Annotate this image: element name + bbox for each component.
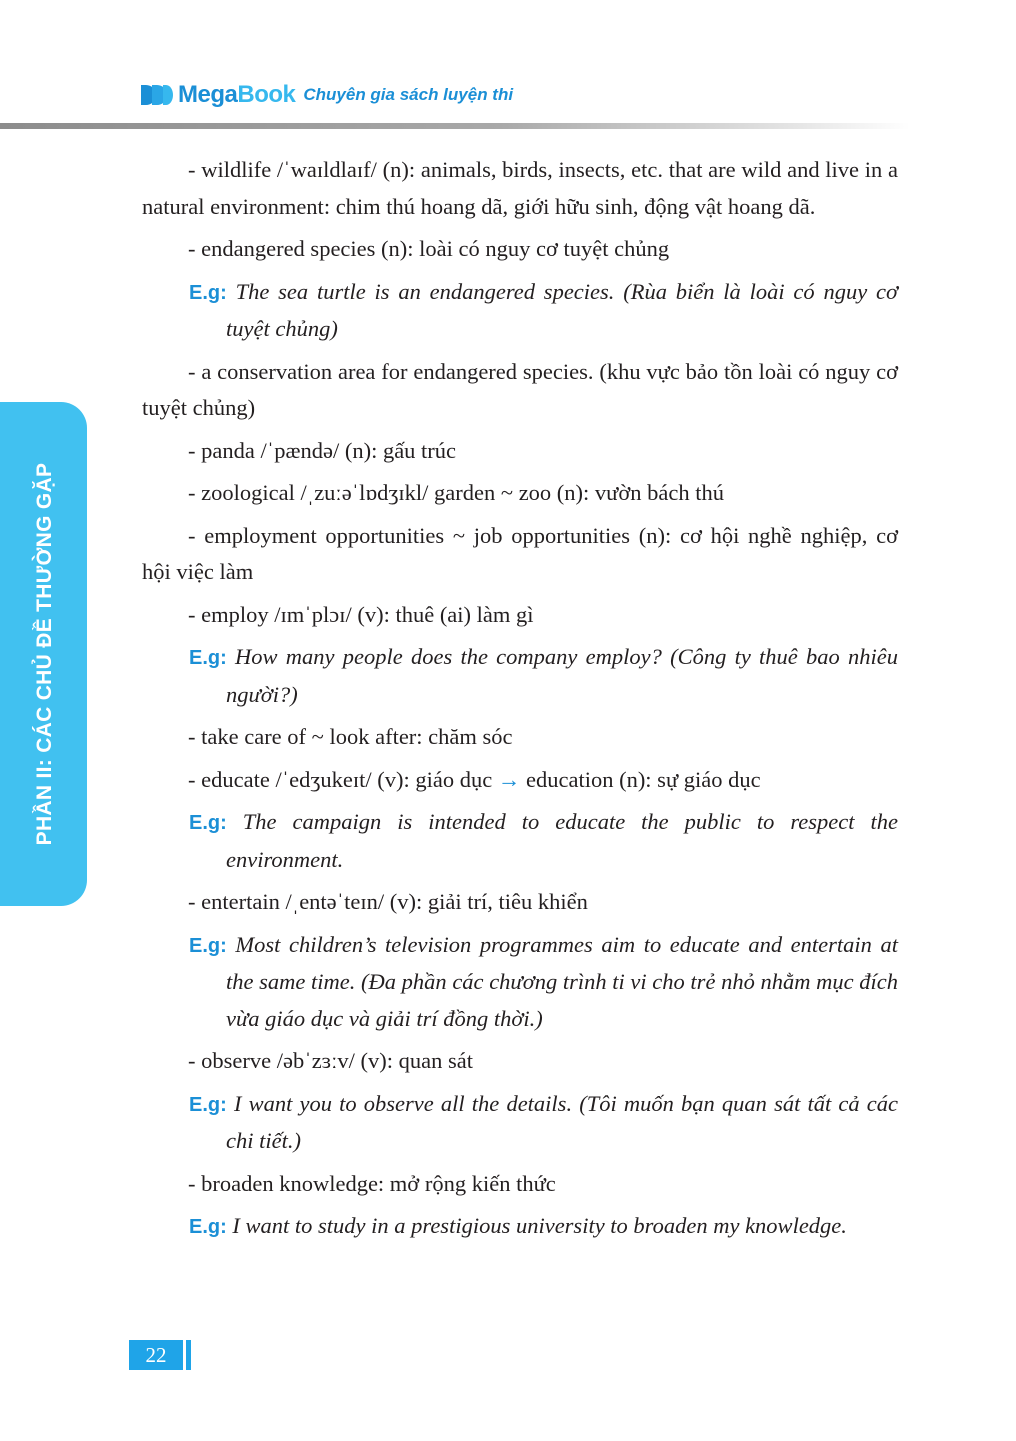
page-body (142, 152, 898, 1252)
page-number-bar (186, 1340, 191, 1370)
vocab-employment-opportunities: - employment opportunities ~ job opportunities (n): cơ hội nghề nghiệp, cơ hội việc làm (142, 522, 898, 584)
example-educate (142, 804, 898, 878)
megabook-logo-icon (140, 84, 174, 106)
example-text: I want to study in a prestigious university to broaden my knowledge. (232, 1213, 847, 1238)
brand-name-part2: Book (237, 81, 296, 108)
example-text: The campaign is intended to educate the public to respect the environment. (226, 809, 898, 872)
page-header (140, 80, 513, 110)
vocab-endangered-species: - endangered species (n): loài có nguy cơ tuyệt chủng (188, 236, 670, 261)
example-text: Most children’s television programmes aim to educate and entertain at the same time. (Đa phần các chương trình ti vi cho trẻ nhỏ nhằm mục đích vừa giáo dục và giải trí đồng thời.) (226, 931, 898, 1031)
vocab-panda: - panda /ˈpændə/ (n): gấu trúc (188, 437, 457, 463)
educate-definition: - educate /ˈedʒukeɪt/ (v): giáo dục (188, 766, 493, 792)
vocab-broaden-knowledge: - broaden knowledge: mở rộng kiến thức (188, 1170, 556, 1196)
eg-label: E.g: (189, 647, 227, 669)
brand-name-part1: Mega (178, 81, 238, 108)
eg-label: E.g: (189, 1216, 227, 1238)
page-number: 22 (129, 1340, 183, 1370)
eg-label: E.g: (189, 812, 227, 834)
brand-tagline: Chuyên gia sách luyện thi (303, 85, 514, 104)
arrow-right-icon: → (497, 766, 521, 792)
example-employ (142, 639, 898, 713)
example-endangered-species (142, 274, 898, 348)
example-text: The sea turtle is an endangered species. (Rùa biển là loài có nguy cơ tuyệt chủng) (226, 278, 899, 341)
vocab-employ: - employ /ɪmˈplɔɪ/ (v): thuê (ai) làm gì (188, 601, 534, 627)
vocab-wildlife: - wildlife /ˈwaɪldlaɪf/ (n): animals, birds, insects, etc. that are wild and live in a natural environment: chim thú hoang dã, giới hữu sinh, động vật hoang dã. (142, 157, 898, 219)
example-broaden-knowledge (142, 1208, 898, 1246)
vocab-conservation-area: - a conservation area for endangered species. (khu vực bảo tồn loài có nguy cơ tuyệt chủng) (142, 358, 898, 420)
vocab-entertain: - entertain /ˌentəˈteɪn/ (v): giải trí, tiêu khiển (188, 889, 588, 914)
vocab-educate (142, 762, 898, 799)
eg-label: E.g: (189, 1093, 227, 1116)
example-observe (142, 1086, 898, 1160)
vocab-observe: - observe /əbˈzɜːv/ (v): quan sát (188, 1048, 473, 1073)
header-rule (0, 123, 910, 129)
chapter-side-label: PHẦN II: CÁC CHỦ ĐỀ THƯỜNG GẶP (33, 462, 56, 846)
eg-label: E.g: (189, 281, 227, 304)
eg-label: E.g: (189, 934, 227, 957)
example-text: How many people does the company employ? (Công ty thuê bao nhiêu người?) (226, 644, 899, 707)
vocab-take-care-of: - take care of ~ look after: chăm sóc (188, 724, 513, 749)
example-text: I want you to observe all the details. (Tôi muốn bạn quan sát tất cả các chi tiết.) (226, 1090, 898, 1153)
vocab-zoo: - zoological /ˌzuːəˈlɒdʒɪkl/ garden ~ zoo (n): vườn bách thú (188, 480, 724, 505)
brand-name (178, 81, 295, 109)
education-definition: education (n): sự giáo dục (525, 766, 761, 792)
example-entertain (142, 927, 898, 1038)
